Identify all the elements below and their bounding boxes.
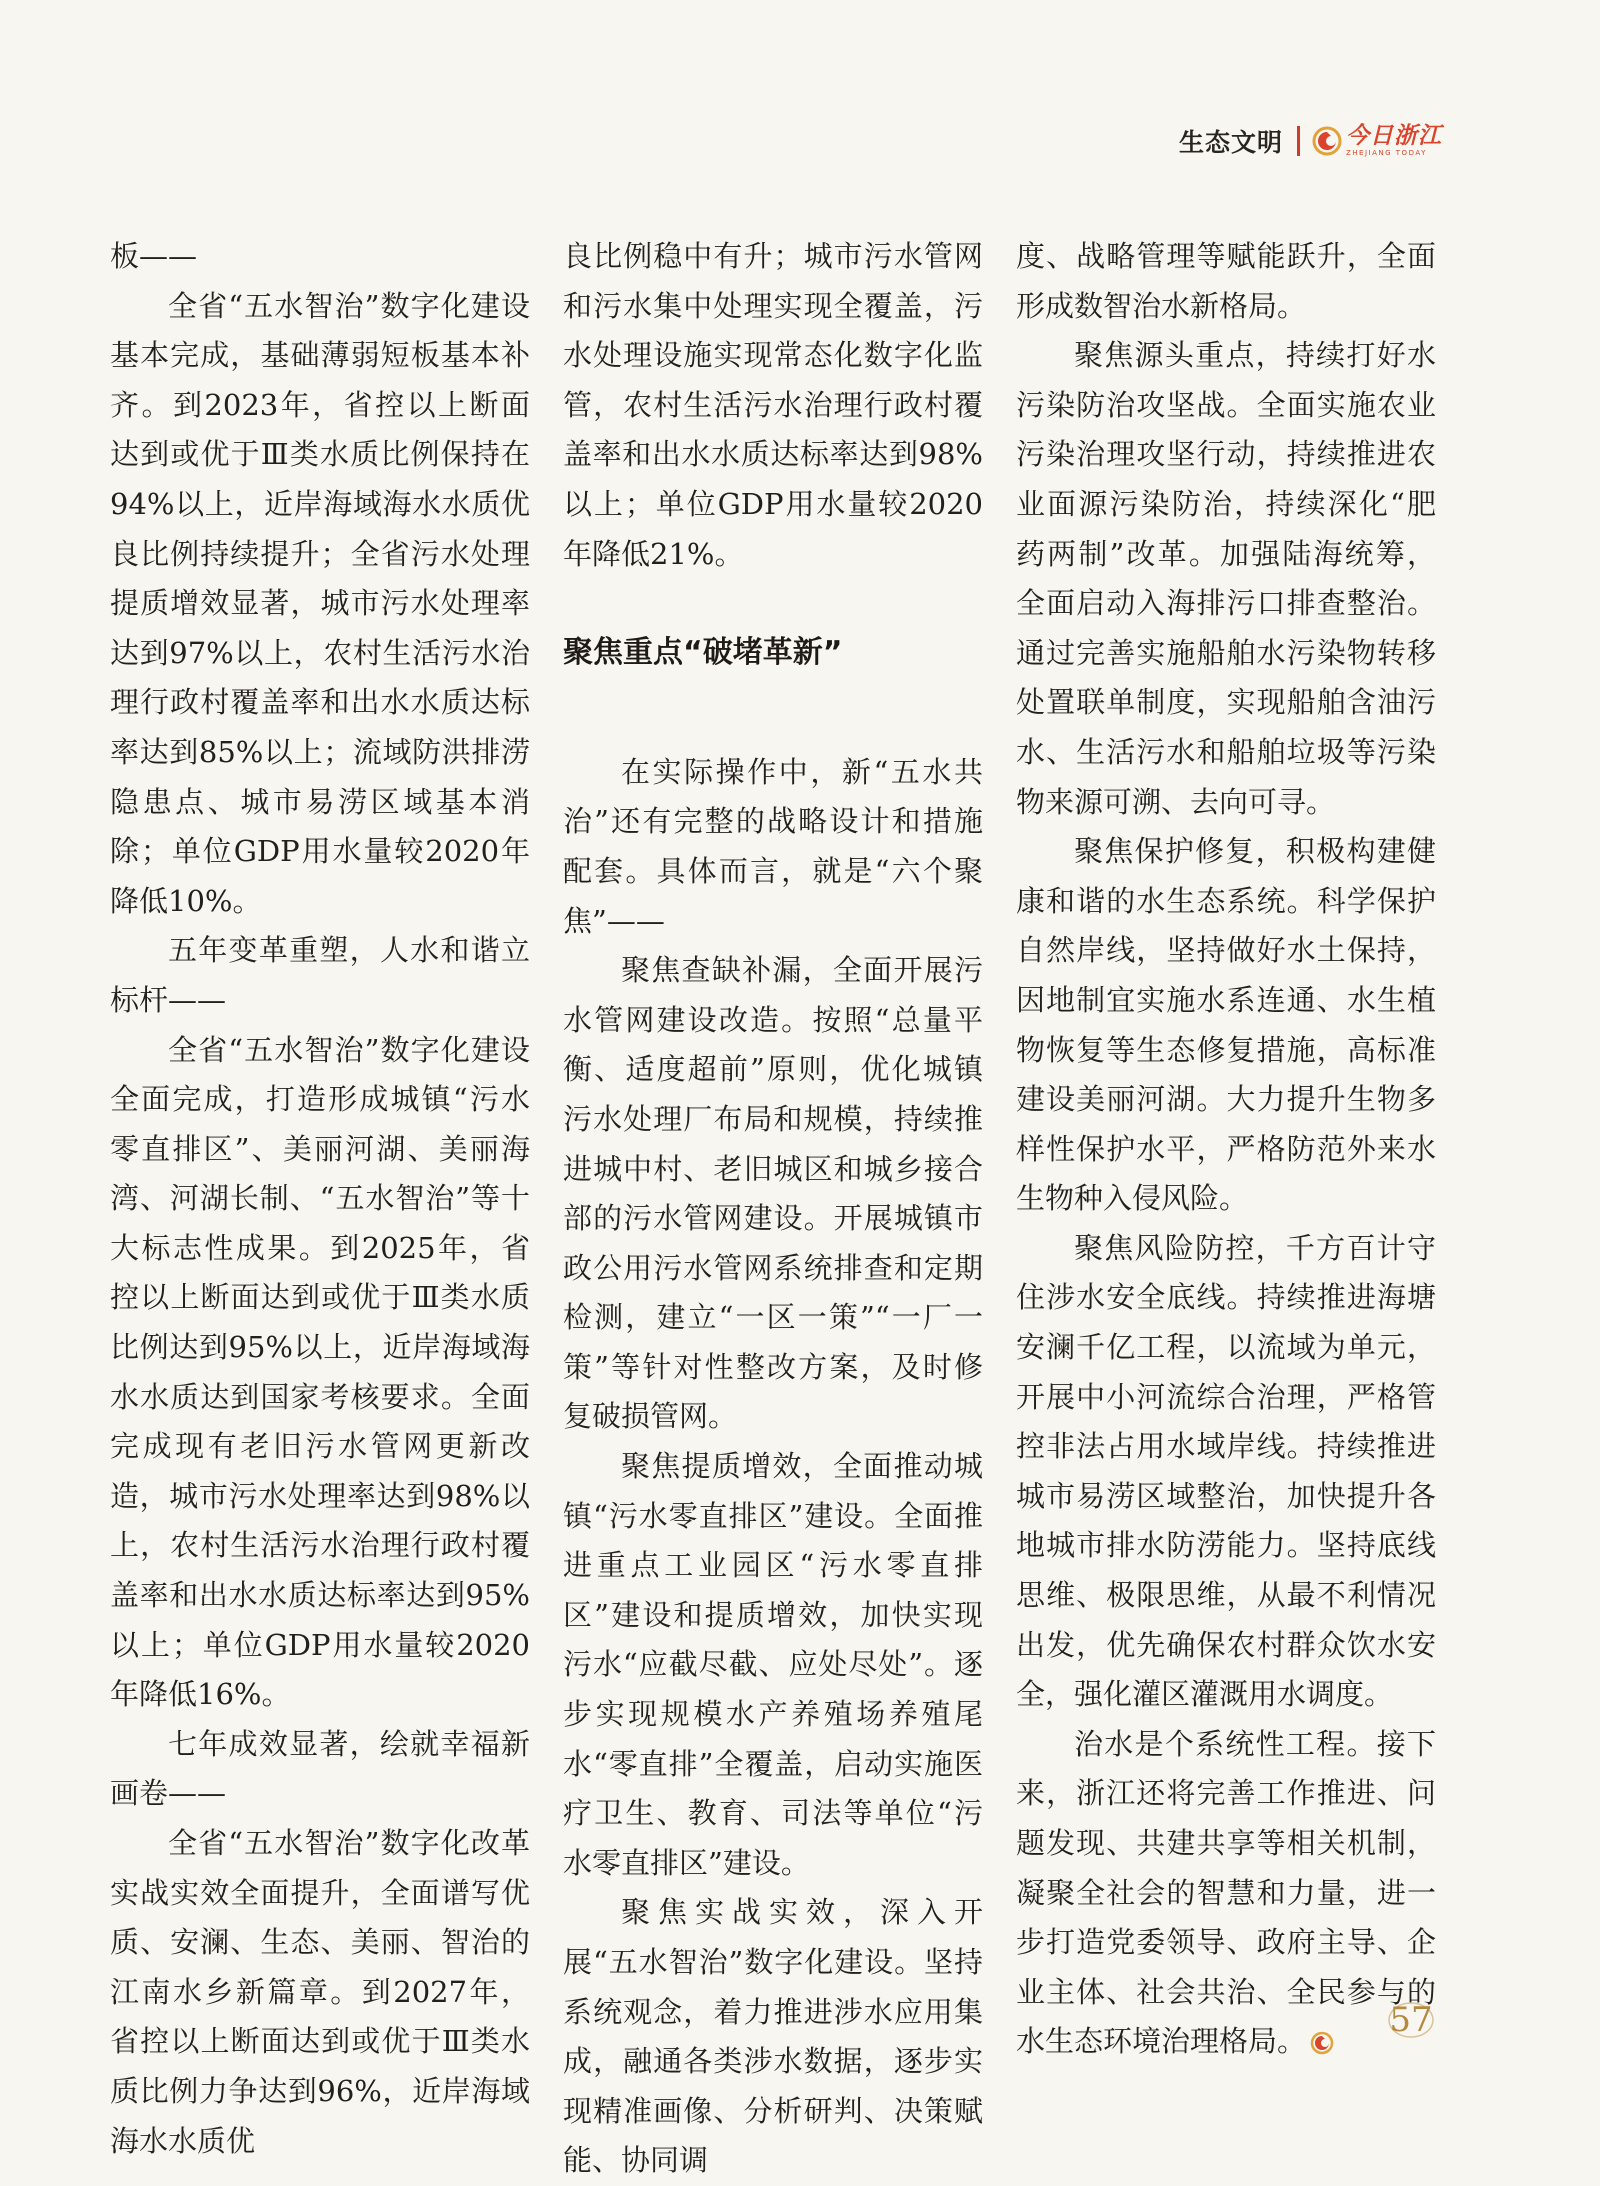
magazine-logo — [1312, 125, 1442, 157]
paragraph: 度、战略管理等赋能跃升，全面形成数智治水新格局。 — [1016, 239, 1436, 323]
paragraph: 聚焦风险防控，千方百计守住涉水安全底线。持续推进海塘安澜千亿工程，以流域为单元，开展中小河流综合治理，严格管控非法占用水域岸线。持续推进城市易涝区域整治，加快提升各地城市排水防涝能力。坚持底线思维、极限思维，从最不利情况出发，优先确保农村群众饮水安全，强化灌区灌溉用水调度。 — [1016, 1230, 1436, 1712]
paragraph: 聚焦查缺补漏，全面开展污水管网建设改造。按照“总量平衡、适度超前”原则，优化城镇污水处理厂布局和规模，持续推进城中村、老旧城区和城乡接合部的污水管网建设。开展城镇市政公用污水管网系统排查和定期检测，建立“一区一策”“一厂一策”等针对性整改方案，及时修复破损管网。 — [563, 953, 983, 1434]
page-header — [1179, 118, 1442, 164]
section-name: 生态文明 — [1178, 128, 1283, 157]
paragraph: 聚焦提质增效，全面推动城镇“污水零直排区”建设。全面推进重点工业园区“污水零直排区”建设和提质增效，加快实现污水“应截尽截、应处尽处”。逐步实现规模水产养殖场养殖尾水“零直排”全覆盖，启动实施医疗卫生、教育、司法等单位“污水零直排区”建设。 — [563, 1449, 983, 1880]
paragraph: 聚焦源头重点，持续打好水污染防治攻坚战。全面实施农业污染治理攻坚行动，持续推进农业面源污染防治，持续深化“肥药两制”改革。加强陆海统筹，全面启动入海排污口排查整治。通过完善实施船舶水污染物转移处置联单制度，实现船舶含油污水、生活污水和船舶垃圾等污染物来源可溯、去向可寻。 — [1016, 338, 1436, 819]
header-divider — [1297, 126, 1300, 156]
paragraph: 七年成效显著，绘就幸福新画卷—— — [110, 1726, 530, 1811]
logo-chinese-text: 今日浙江 — [1346, 123, 1442, 149]
paragraph: 在实际操作中，新“五水共治”还有完整的战略设计和措施配套。具体而言，就是“六个聚焦”—— — [563, 754, 983, 938]
paragraph: 全省“五水智治”数字化改革实战实效全面提升，全面谱写优质、安澜、生态、美丽、智治的江南水乡新篇章。到2027年，省控以上断面达到或优于Ⅲ类水质比例力争达到96%，近岸海域海水水质优 — [110, 1826, 530, 2158]
section-heading: 聚焦重点“破堵革新” — [563, 635, 843, 671]
paragraph: 聚焦保护修复，积极构建健康和谐的水生态系统。科学保护自然岸线，坚持做好水土保持，因地制宜实施水系连通、水生植物恢复等生态修复措施，高标准建设美丽河湖。大力提升生物多样性保护水平，严格防范外来水生物种入侵风险。 — [1016, 834, 1436, 1216]
paragraph: 全省“五水智治”数字化建设全面完成，打造形成城镇“污水零直排区”、美丽河湖、美丽海湾、河湖长制、“五水智治”等十大标志性成果。到2025年，省控以上断面达到或优于Ⅲ类水质比例达到95%以上，近岸海域海水水质达到国家考核要求。全面完成现有老旧污水管网更新改造，城市污水处理率达到98%以上，农村生活污水治理行政村覆盖率和出水水质达标率达到95%以上；单位GDP用水量较2020年降低16%。 — [110, 1032, 530, 1712]
paragraph: 五年变革重塑，人水和谐立标杆—— — [110, 933, 530, 1017]
text-column-3 — [1016, 232, 1436, 2067]
text-column-1 — [110, 232, 530, 2166]
page-number — [1385, 2000, 1437, 2040]
swirl-logo-icon — [1312, 126, 1342, 156]
paragraph: 全省“五水智治”数字化建设基本完成，基础薄弱短板基本补齐。到2023年，省控以上断面达到或优于Ⅲ类水质比例保持在94%以上，近岸海域海水水质优良比例持续提升；全省污水处理提质增效显著，城市污水处理率达到97%以上，农村生活污水治理行政村覆盖率和出水水质达标率达到85%以上；流域防洪排涝隐患点、城市易涝区域基本消除；单位GDP用水量较2020年降低10%。 — [110, 288, 530, 918]
page-number-text: 57 — [1389, 2000, 1433, 2040]
end-mark-icon — [1310, 2031, 1334, 2055]
logo-english-text: ZHEJIANG TODAY — [1346, 149, 1427, 157]
paragraph: 板—— — [110, 239, 198, 273]
paragraph: 良比例稳中有升；城市污水管网和污水集中处理实现全覆盖，污水处理设施实现常态化数字化监管，农村生活污水治理行政村覆盖率和出水水质达标率达到98%以上；单位GDP用水量较2020年降低21%。 — [563, 239, 983, 571]
closing-paragraph — [1016, 1720, 1436, 2067]
closing-text: 治水是个系统性工程。接下来，浙江还将完善工作推进、问题发现、共建共享等相关机制，凝聚全社会的智慧和力量，进一步打造党委领导、政府主导、企业主体、社会共治、全民参与的水生态环境治理格局。 — [1016, 1726, 1436, 2059]
text-column-2 — [563, 232, 983, 2186]
paragraph: 聚焦实战实效，深入开展“五水智治”数字化建设。坚持系统观念，着力推进涉水应用集成，融通各类涉水数据，逐步实现精准画像、分析研判、决策赋能、协同调 — [563, 1895, 983, 2178]
